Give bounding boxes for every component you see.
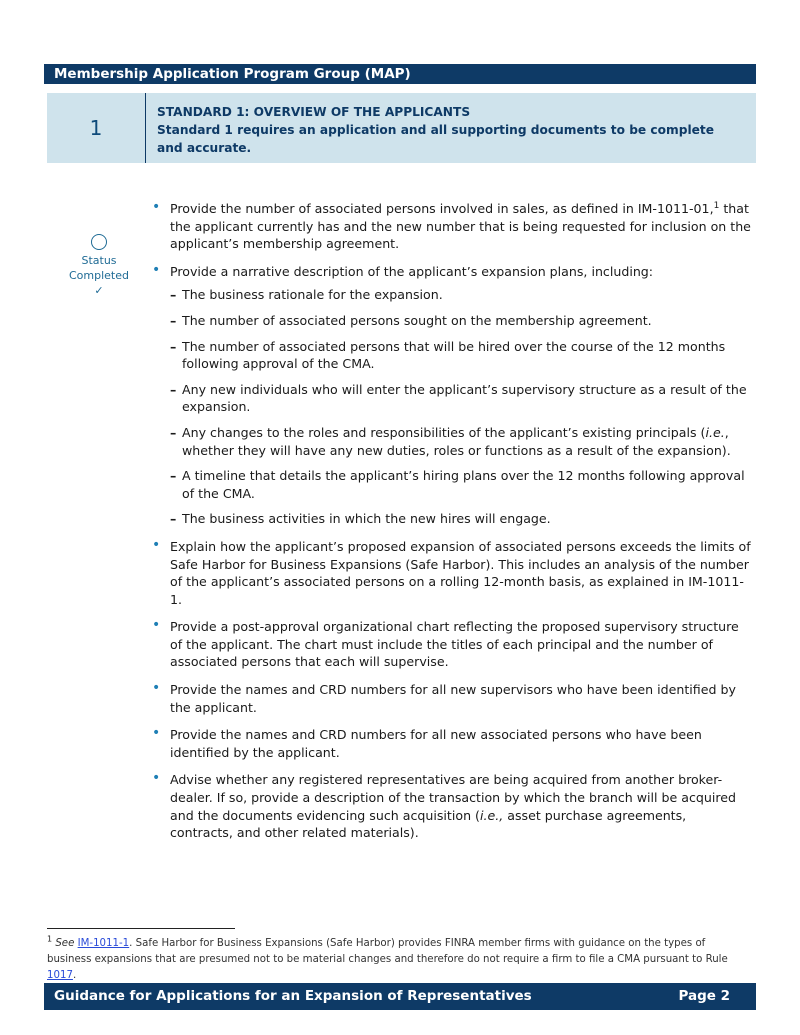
footnote-ref[interactable]: 1: [713, 200, 720, 211]
sub-list-item: [170, 286, 752, 304]
standard-description: Standard 1 requires an application and all supporting documents to be complete and accurate.: [157, 123, 714, 155]
list-item: [152, 726, 752, 761]
bullet-icon: •: [152, 725, 161, 742]
dash-icon: –: [170, 287, 177, 303]
list-item: [152, 263, 752, 528]
sub-item-text: Any changes to the roles and responsibilities of the applicant’s existing principals (: [182, 424, 706, 440]
section-header-title: Membership Application Program Group (MAP): [54, 66, 411, 82]
dash-icon: –: [170, 338, 177, 354]
bullet-icon: •: [152, 680, 161, 697]
sub-list-item: [170, 510, 752, 528]
dash-icon: –: [170, 424, 177, 440]
requirements-list: [152, 200, 752, 842]
item-text: that the applicant currently has and the new number that is being requested for inclusion on the applicant’s membership agreement.: [170, 201, 751, 252]
standard-text: [157, 103, 737, 157]
page-number: Page 2: [678, 988, 730, 1004]
sub-item-text: The business activities in which the new hires will engage.: [182, 511, 551, 527]
footnote-see: See: [55, 938, 75, 949]
italic-text: i.e.: [705, 424, 725, 440]
item-text: asset purchase agreements, contracts, and other related materials).: [170, 807, 687, 841]
sub-list-item: [170, 467, 752, 502]
dash-icon: –: [170, 468, 177, 484]
requirements-content: [152, 200, 752, 852]
footnote-link-rule-1017[interactable]: 1017: [47, 970, 73, 981]
sub-item-text: The number of associated persons sought on the membership agreement.: [182, 312, 652, 328]
standard-divider: [145, 93, 146, 163]
bullet-icon: •: [152, 770, 161, 787]
footnote: [47, 936, 752, 984]
status-indicator: [60, 234, 138, 298]
standard-heading: STANDARD 1: OVERVIEW OF THE APPLICANTS: [157, 105, 471, 119]
status-label: Status: [81, 254, 117, 267]
list-item: [152, 538, 752, 608]
item-text: Provide the number of associated persons involved in sales, as defined in IM-1011-01,: [170, 201, 714, 216]
dash-icon: –: [170, 511, 177, 527]
sub-list: [170, 286, 752, 528]
footer-title: Guidance for Applications for an Expansion of Representatives: [54, 988, 532, 1004]
dash-icon: –: [170, 381, 177, 397]
footnote-link-im-1011-1[interactable]: IM-1011-1: [77, 938, 130, 949]
item-text: Provide a narrative description of the applicant’s expansion plans, including:: [170, 263, 654, 279]
item-text: Advise whether any registered representatives are being acquired from another broker-dealer. If so, provide a description of the transaction by which the branch will be acquired and the documents evidencing such acquisition (: [170, 772, 737, 823]
sub-item-text: A timeline that details the applicant’s hiring plans over the 12 months following approval of the CMA.: [182, 468, 745, 501]
sub-list-item: [170, 312, 752, 330]
footnote-divider: [47, 928, 235, 929]
list-item: [152, 618, 752, 671]
status-value: Completed: [69, 269, 129, 282]
sub-list-item: [170, 424, 752, 459]
footnote-end: .: [72, 970, 77, 981]
sub-item-text: , whether they will have any new duties, roles or functions as a result of the expansion).: [182, 424, 731, 458]
bullet-icon: •: [152, 261, 161, 278]
italic-text: i.e.,: [479, 807, 504, 823]
sub-item-text: The business rationale for the expansion.: [182, 287, 443, 303]
page-footer: [44, 983, 756, 1010]
item-text: Provide the names and CRD numbers for all new associated persons who have been identified by the applicant.: [170, 727, 702, 760]
footnote-text: . Safe Harbor for Business Expansions (Safe Harbor) provides FINRA member firms with guidance on the types of business expansions that are presumed not to be material changes and therefore do not require a firm to file a CMA pursuant to Rule: [47, 938, 728, 965]
sub-list-item: [170, 338, 752, 373]
list-item: [152, 200, 752, 253]
list-item: [152, 771, 752, 841]
item-text: Provide the names and CRD numbers for all new supervisors who have been identified by the applicant.: [170, 682, 736, 715]
bullet-icon: •: [152, 617, 161, 634]
sub-list-item: [170, 381, 752, 416]
list-item: [152, 681, 752, 716]
check-icon: ✓: [94, 284, 104, 297]
sub-item-text: The number of associated persons that will be hired over the course of the 12 months following approval of the CMA.: [182, 338, 726, 372]
footnote-number: 1: [47, 934, 53, 944]
section-header: [44, 64, 756, 84]
sub-item-text: Any new individuals who will enter the applicant’s supervisory structure as a result of the expansion.: [182, 381, 747, 415]
status-circle-icon: [91, 234, 107, 250]
bullet-icon: •: [152, 536, 161, 553]
item-text: Explain how the applicant’s proposed expansion of associated persons exceeds the limits of Safe Harbor for Business Expansions (Safe Harbor). This includes an analysis of the number of the applicant’s associated persons on a rolling 12-month basis, as explained in IM-1011-1.: [170, 538, 751, 607]
item-text: Provide a post-approval organizational chart reflecting the proposed supervisory structure of the applicant. The chart must include the titles of each principal and the number of associated persons that each will supervise.: [170, 619, 739, 670]
bullet-icon: •: [152, 199, 161, 215]
standard-number: 1: [89, 116, 103, 140]
dash-icon: –: [170, 312, 177, 328]
standard-box: [47, 93, 756, 163]
